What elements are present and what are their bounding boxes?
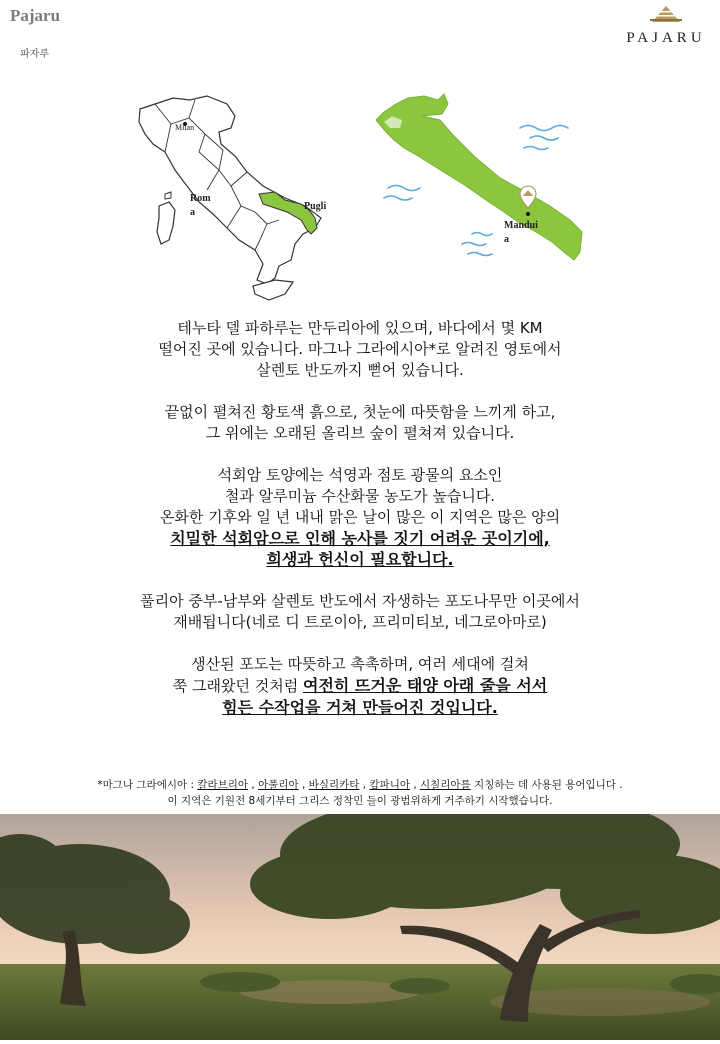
pajaru-logo	[616, 2, 716, 46]
body-line-plain: 쭉 그래왔던 것처럼	[172, 677, 303, 695]
map-label-manduria: Mandui a	[504, 220, 538, 245]
body-line: 테누타 델 파하루는 만두리아에 있으며, 바다에서 몇 KM	[177, 319, 543, 337]
body-line: 끝없이 펼쳐진 황토색 흙으로, 첫눈에 따뜻함을 느끼게 하고,	[164, 403, 556, 421]
body-line: 재배됩니다(네로 디 트로이아, 프리미티보, 네그로아마로)	[173, 613, 547, 631]
body-line: 철과 알루미늄 수산화물 농도가 높습니다.	[224, 487, 496, 505]
emphasis-line: 치밀한 석회암으로 인해 농사를 짓기 어려운 곳이기에,	[170, 529, 550, 548]
region-basilicata: 바실리카타	[308, 779, 360, 791]
brand-korean: 파자루	[20, 49, 49, 60]
body-line: 그 위에는 오래된 올리브 숲이 펼쳐져 있습니다.	[205, 424, 515, 442]
region-campania: 캄파니아	[369, 779, 410, 791]
logo-wordmark: PAJARU	[626, 30, 706, 46]
footnote-line-1: *마그나 그라에시아 : 칼라브리아 , 아풀리아 , 바실리카타 , 캄파니아 , 시칠리아를 지칭하는 데 사용된 용어입니다 .	[97, 779, 623, 791]
brand-title: Pajaru	[10, 6, 61, 25]
emphasis-line: 희생과 헌신이 필요합니다.	[266, 550, 454, 569]
footnote-suffix: 지칭하는 데 사용된 용어입니다 .	[470, 779, 623, 791]
body-line: 석회암 토양에는 석영과 점토 광물의 요소인	[217, 466, 503, 484]
footnote	[0, 777, 720, 809]
emphasis-inline: 여전히 뜨거운 태양 아래 줄을 서서	[302, 676, 548, 695]
map-label-roma: Rom a	[190, 193, 211, 218]
body-line: 풀리아 중부-남부와 살렌토 반도에서 자생하는 포도나무만 이곳에서	[140, 592, 580, 610]
body-line-mixed	[0, 675, 720, 697]
description-text	[0, 318, 720, 718]
italy-map	[135, 94, 355, 308]
body-line: 생산된 포도는 따뜻하고 촉촉하며, 여러 세대에 걸쳐	[191, 655, 529, 673]
region-calabria: 칼라브리아	[197, 779, 249, 791]
region-apulia: 아풀리아	[258, 779, 299, 791]
body-line: 떨어진 곳에 있습니다. 마그나 그라에시아*로 알려진 영토에서	[158, 340, 562, 358]
map-label-milan: Milan	[175, 123, 195, 132]
region-sicily: 시칠리아를	[420, 779, 471, 791]
olive-grove-photo	[0, 814, 720, 1040]
footnote-line-2: 이 지역은 기원전 8세기부터 그리스 정착민 들이 광범위하게 거주하기 시작했습니다.	[167, 795, 553, 807]
footnote-prefix: *마그나 그라에시아 :	[97, 779, 198, 791]
body-line: 살렌토 반도까지 뻗어 있습니다.	[256, 361, 464, 379]
emphasis-line: 힘든 수작업을 거쳐 만들어진 것입니다.	[222, 698, 498, 717]
logo-emblem-icon	[646, 2, 686, 24]
body-line: 온화한 기후와 일 년 내내 맑은 날이 많은 이 지역은 많은 양의	[159, 508, 561, 526]
puglia-map	[370, 92, 590, 271]
map-label-puglia: Pugli	[304, 201, 327, 212]
